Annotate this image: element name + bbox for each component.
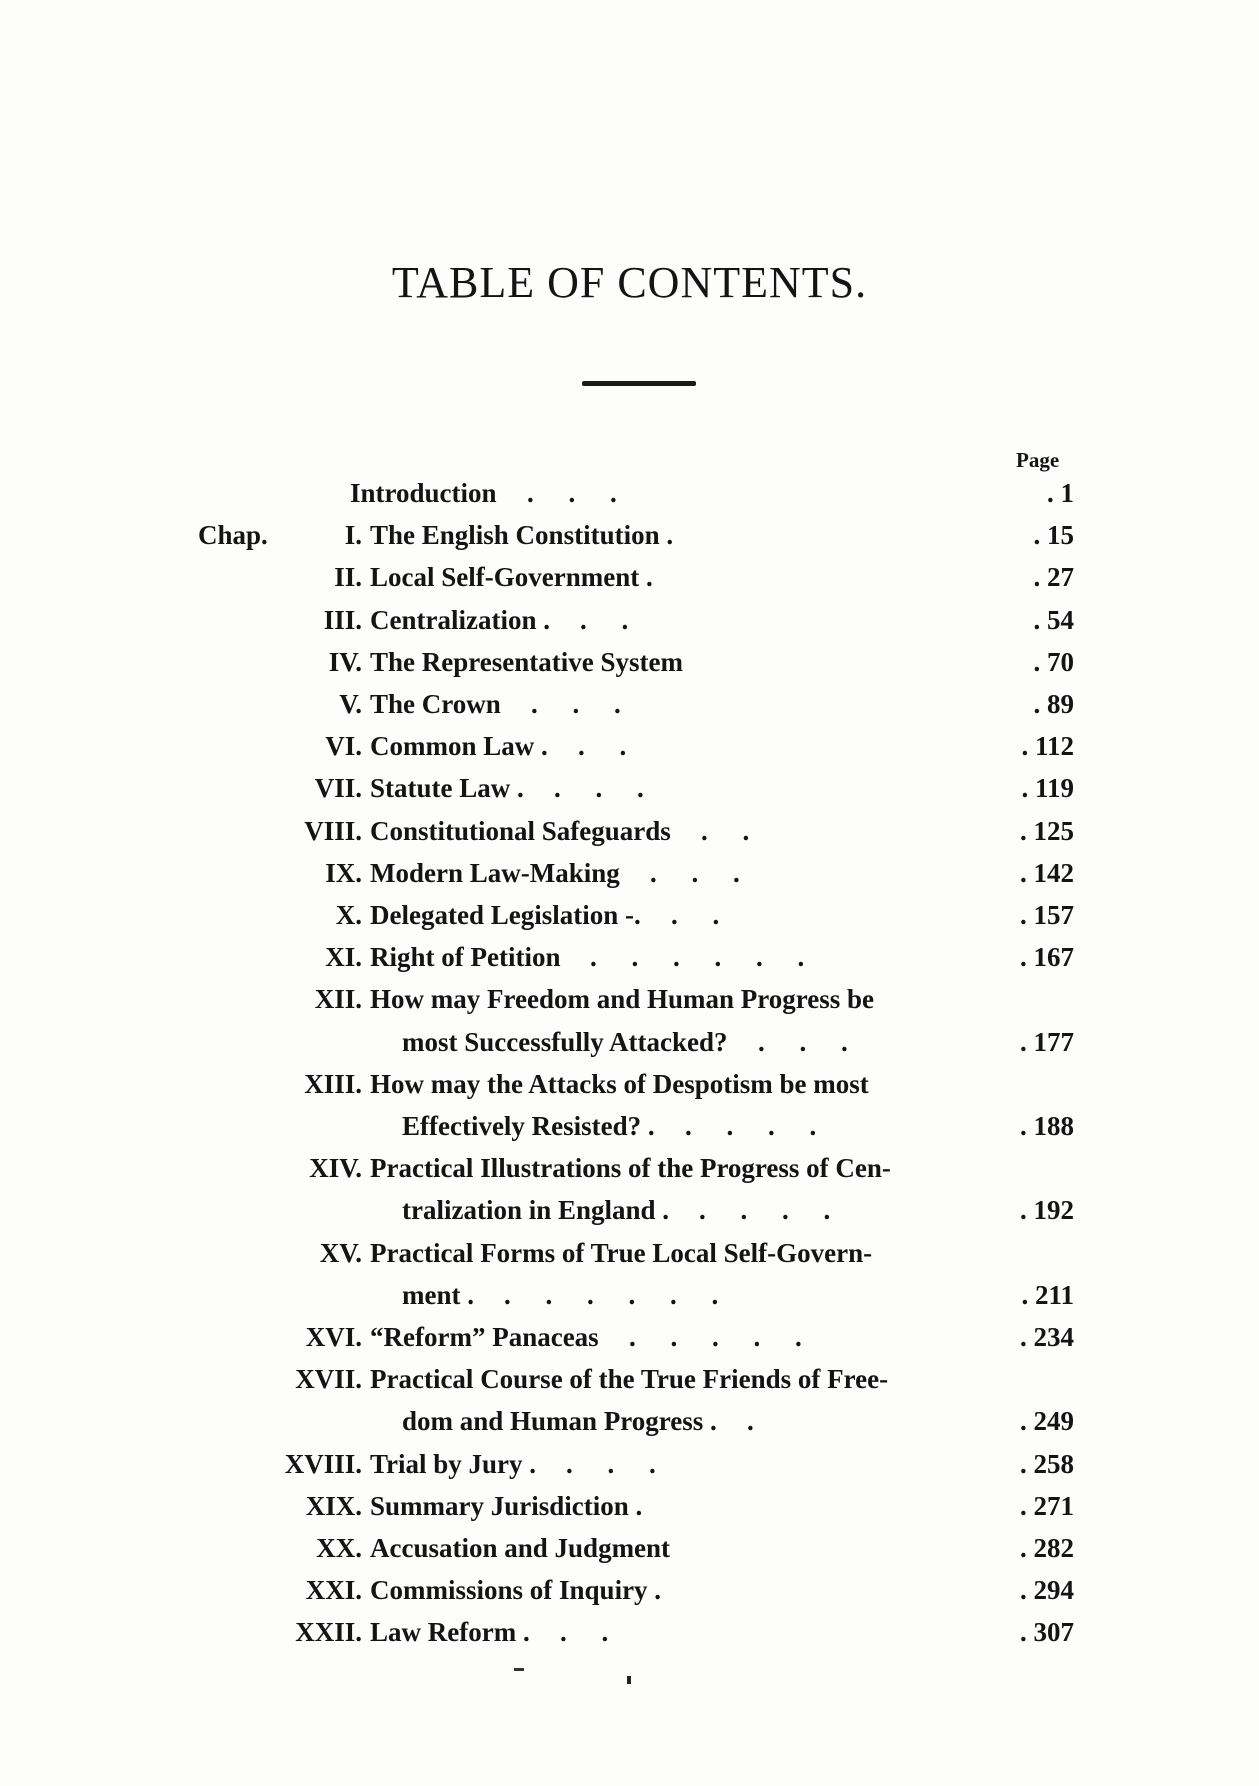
toc-entry [0, 1611, 1259, 1653]
toc-entry [0, 683, 1259, 725]
toc-entry [0, 1021, 1259, 1063]
chapter-title: Commissions of Inquiry . [370, 1575, 662, 1606]
chapter-title: Summary Jurisdiction . [370, 1490, 643, 1521]
page-number: . 112 [1021, 731, 1074, 762]
page-number: . 177 [1020, 1026, 1074, 1057]
toc-entry [0, 894, 1259, 936]
chapter-title: most Successfully Attacked? [402, 1026, 728, 1057]
chapter-title: Local Self-Government . [370, 562, 653, 593]
chapter-number: XXII. [295, 1617, 362, 1648]
leader-dots: . . . [527, 478, 617, 508]
leader-dots: . . [578, 731, 627, 762]
page-number: . 294 [1020, 1575, 1074, 1606]
chapter-title: “Reform” Panaceas [370, 1322, 599, 1352]
page-number: . 249 [1020, 1406, 1074, 1437]
page-number: . 125 [1020, 815, 1074, 846]
chapter-title: How may the Attacks of Despotism be most [370, 1068, 869, 1099]
toc-entry [0, 852, 1259, 894]
toc-entry [0, 1569, 1259, 1611]
chapter-number: VII. [314, 773, 362, 804]
chapter-title: tralization in England . [402, 1195, 670, 1226]
page-number: . 271 [1020, 1490, 1074, 1521]
chapter-title: Accusation and Judgment [370, 1533, 671, 1563]
page-title: TABLE OF CONTENTS. [391, 258, 868, 307]
page-number: . 192 [1020, 1195, 1074, 1226]
chapter-number: III. [323, 604, 362, 635]
page-number: . 27 [1033, 562, 1074, 593]
toc-entry [0, 1274, 1259, 1316]
toc-entry [0, 556, 1259, 598]
chapter-title: Practical Forms of True Local Self-Govern- [370, 1237, 873, 1268]
chapter-number: XVII. [295, 1364, 362, 1395]
chapter-number: XV. [319, 1237, 362, 1268]
toc-entry [0, 1485, 1259, 1527]
chapter-title: Effectively Resisted? . [402, 1111, 655, 1141]
leader-dots: . . . . . [629, 1322, 802, 1352]
chapter-title: dom and Human Progress . [402, 1406, 717, 1437]
chapter-number: VIII. [304, 815, 362, 846]
toc-entry [0, 599, 1259, 641]
toc-entry [0, 1400, 1259, 1442]
page-number: . 258 [1020, 1448, 1074, 1479]
chapter-title: Centralization . [370, 604, 550, 635]
chapter-title: Trial by Jury . [370, 1448, 537, 1479]
page-number: . 1 [1047, 478, 1074, 508]
toc-entry [0, 810, 1259, 852]
page-number: . 70 [1033, 646, 1074, 677]
chapter-number: IX. [325, 857, 362, 888]
footer-mark [627, 1676, 631, 1684]
page-number: . 89 [1033, 689, 1074, 719]
chapter-number: VI. [325, 731, 362, 762]
leader-dots: . . . [650, 857, 740, 888]
page-number: . 188 [1020, 1111, 1074, 1141]
leader-dots: . . [701, 815, 750, 846]
leader-dots: . . [671, 900, 720, 930]
chapter-number: XXI. [305, 1575, 362, 1606]
leader-dots: . . . . [699, 1195, 831, 1226]
toc-entry [0, 1527, 1259, 1569]
chapter-number: II. [334, 562, 362, 593]
page-number: . 54 [1033, 604, 1074, 635]
leader-dots: . . . [758, 1026, 848, 1057]
toc-entry [0, 978, 1259, 1020]
chapter-number: XVI. [305, 1322, 362, 1352]
chapter-number: V. [339, 689, 362, 719]
footer-mark [514, 1668, 524, 1671]
page-number: . 211 [1021, 1279, 1074, 1310]
leader-dots: . [747, 1406, 754, 1437]
page-number: . 234 [1020, 1322, 1074, 1352]
toc-entry [0, 514, 1259, 556]
toc-entry [0, 1358, 1259, 1400]
chapter-title: Practical Course of the True Friends of Free- [370, 1364, 889, 1395]
chapter-title: Modern Law-Making [370, 857, 620, 888]
chapter-number: XX. [316, 1533, 362, 1563]
page-number: . 119 [1021, 773, 1074, 804]
toc-entry [0, 1189, 1259, 1231]
chapter-number: X. [335, 900, 362, 930]
chapter-title: Statute Law . [370, 773, 524, 804]
chapter-title: Practical Illustrations of the Progress of Cen- [370, 1153, 891, 1184]
chapter-title: The Crown [370, 689, 501, 719]
toc-entry [0, 767, 1259, 809]
toc-entry [0, 472, 1259, 514]
chapter-title: Right of Petition [370, 942, 561, 973]
leader-dots: . . . [531, 689, 621, 719]
leader-dots: . . [560, 1617, 609, 1648]
page-number: . 307 [1020, 1617, 1074, 1648]
chapter-title: ment . [402, 1279, 474, 1310]
toc-entry [0, 1105, 1259, 1147]
chapter-number: XII. [314, 984, 362, 1015]
chapter-title: The English Constitution . [370, 520, 674, 551]
title-rule [582, 381, 696, 386]
chapter-number: IV. [328, 646, 362, 677]
toc-entry [0, 1063, 1259, 1105]
chapter-title: How may Freedom and Human Progress be [370, 984, 874, 1015]
toc-entry [0, 1443, 1259, 1485]
toc-entry [0, 725, 1259, 767]
chapter-number: I. [344, 520, 362, 551]
chapter-number: XIX. [305, 1490, 362, 1521]
page-number: . 167 [1020, 942, 1074, 973]
leader-dots: . . . . . . [504, 1279, 719, 1310]
chapter-word: Chap. [198, 520, 268, 551]
toc-entry [0, 1147, 1259, 1189]
chapter-number: XIII. [304, 1068, 362, 1099]
chapter-number: XI. [325, 942, 362, 973]
chapter-title: Law Reform . [370, 1617, 530, 1648]
chapter-title: Common Law . [370, 731, 548, 762]
page-number: . 157 [1020, 900, 1074, 930]
leader-dots: . . . [566, 1448, 656, 1479]
page-number: . 15 [1033, 520, 1074, 551]
leader-dots: . . . . . . [590, 942, 805, 973]
chapter-title: Constitutional Safeguards [370, 815, 671, 846]
toc-entry [0, 641, 1259, 683]
chapter-number: XVIII. [284, 1448, 362, 1479]
chapter-title: Introduction [350, 478, 497, 508]
chapter-title: The Representative System [370, 646, 683, 677]
toc-entry [0, 936, 1259, 978]
page-number: . 142 [1020, 857, 1074, 888]
chapter-title: Delegated Legislation -. [370, 900, 641, 930]
page-number: . 282 [1020, 1533, 1074, 1563]
leader-dots: . . . [554, 773, 644, 804]
page-column-heading: Page [1016, 448, 1060, 472]
toc-entry [0, 1232, 1259, 1274]
chapter-number: XIV. [309, 1153, 362, 1184]
toc-entry [0, 1316, 1259, 1358]
leader-dots: . . [580, 604, 629, 635]
leader-dots: . . . . [685, 1111, 817, 1141]
